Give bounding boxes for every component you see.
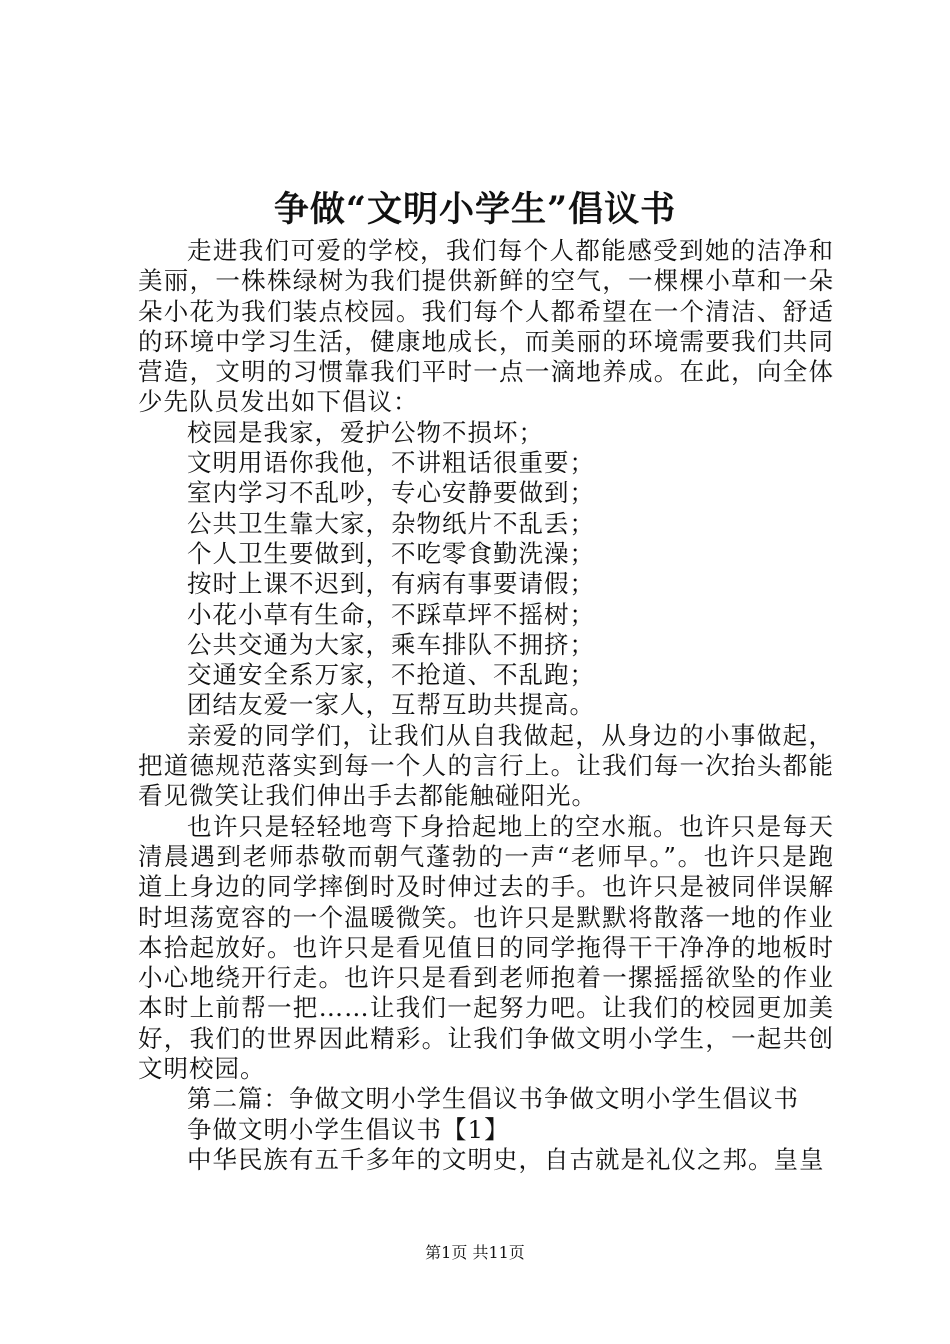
proposal-line: 团结友爱一家人，互帮互助共提高。 [187, 690, 595, 720]
proposal-line: 文明用语你我他，不讲粗话很重要； [187, 448, 595, 478]
paragraph-appeal: 亲爱的同学们，让我们从自我做起，从身边的小事做起，把道德规范落实到每一个人的言行上。让我们每一次抬头都能看见微笑让我们伸出手去都能触碰阳光。 [138, 720, 834, 811]
paragraph-history: 中华民族有五千多年的文明史，自古就是礼仪之邦。皇皇 [187, 1144, 825, 1174]
proposal-line: 个人卫生要做到，不吃零食勤洗澡； [187, 538, 595, 568]
proposal-line: 公共交通为大家，乘车排队不拥挤； [187, 629, 595, 659]
proposal-line: 校园是我家，爱护公物不损坏； [187, 417, 544, 447]
proposal-line: 小花小草有生命，不踩草坪不摇树； [187, 599, 595, 629]
document-title: 争做“文明小学生”倡议书 [273, 189, 677, 230]
paragraph-maybe: 也许只是轻轻地弯下身拾起地上的空水瓶。也许只是每天清晨遇到老师恭敬而朝气蓬勃的一声“老师早。”。也许只是跑道上身边的同学摔倒时及时伸过去的手。也许只是被同伴误解时坦荡宽容的一个温暖微笑。也许只是默默将散落一地的作业本拾起放好。也许只是看见值日的同学拖得干干净净的地板时小心地绕开行走。也许只是看到老师抱着一摞摇摇欲坠的作业本时上前帮一把……让我们一起努力吧。让我们的校园更加美好，我们的世界因此精彩。让我们争做文明小学生，一起共创文明校园。 [138, 811, 834, 1084]
page-footer: 第1页 共11页 [425, 1243, 525, 1262]
proposal-line: 公共卫生靠大家，杂物纸片不乱丢； [187, 508, 595, 538]
proposal-line: 室内学习不乱吵，专心安静要做到； [187, 478, 595, 508]
proposal-line: 按时上课不迟到，有病有事要请假； [187, 569, 595, 599]
paragraph-intro: 走进我们可爱的学校，我们每个人都能感受到她的洁净和美丽，一株株绿树为我们提供新鲜的空气，一棵棵小草和一朵朵小花为我们装点校园。我们每个人都希望在一个清洁、舒适的环境中学习生活，健康地成长，而美丽的环境需要我们共同营造，文明的习惯靠我们平时一点一滴地养成。在此，向全体少先队员发出如下倡议： [138, 236, 834, 417]
section-subheading: 争做文明小学生倡议书【1】 [187, 1114, 510, 1144]
proposal-line: 交通安全系万家，不抢道、不乱跑； [187, 660, 595, 690]
document-body [138, 236, 834, 1175]
section-heading: 第二篇：争做文明小学生倡议书争做文明小学生倡议书 [187, 1084, 799, 1114]
